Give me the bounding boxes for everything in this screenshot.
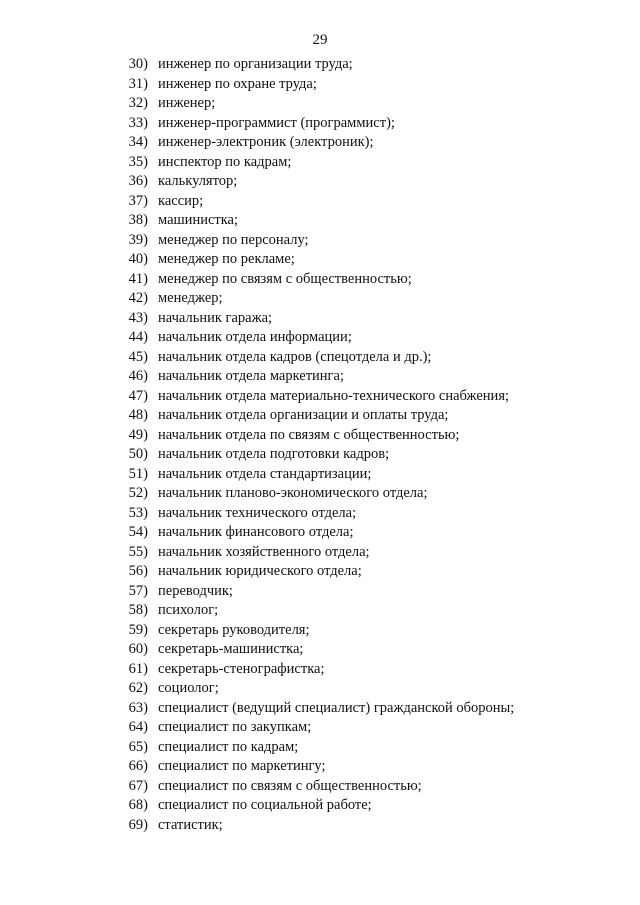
list-item-number: 52) (128, 485, 148, 501)
list-item-number: 63) (128, 699, 148, 716)
list-item-text: начальник хозяйственного отдела; (158, 543, 370, 560)
list-item-number: 57) (128, 582, 148, 599)
list-item-number: 67) (128, 777, 148, 794)
list-item (0, 445, 640, 465)
list-item-number: 62) (128, 680, 148, 696)
list-item-text: инженер по охране труда; (158, 75, 317, 92)
list-item-number: 69) (128, 816, 148, 833)
list-item-number: 31) (128, 75, 148, 92)
list-item-number: 32) (128, 95, 148, 111)
list-item (0, 660, 640, 680)
list-item (0, 757, 640, 777)
list-item-text: начальник отдела кадров (спецотдела и др.); (158, 348, 432, 365)
list-item-number: 51) (128, 465, 148, 482)
list-item-text: секретарь-стенографистка; (158, 660, 325, 677)
list-item (0, 621, 640, 641)
list-item-text: социолог; (158, 680, 219, 696)
position-list (0, 55, 640, 835)
list-item (0, 250, 640, 270)
list-item (0, 192, 640, 212)
list-item (0, 328, 640, 348)
list-item-number: 39) (128, 231, 148, 248)
list-item-number: 37) (128, 192, 148, 209)
list-item-number: 45) (128, 348, 148, 365)
list-item-number: 44) (128, 329, 148, 345)
list-item-text: инженер-электроник (электроник); (158, 134, 374, 150)
list-item (0, 504, 640, 524)
list-item (0, 270, 640, 290)
list-item-number: 30) (128, 56, 148, 72)
page-number: 29 (312, 32, 328, 48)
list-item-number: 58) (128, 602, 148, 618)
list-item (0, 94, 640, 114)
list-item-text: специалист по кадрам; (158, 738, 299, 755)
list-item-number: 43) (128, 309, 148, 326)
list-item-text: начальник отдела стандартизации; (158, 465, 372, 482)
list-item (0, 211, 640, 231)
list-item (0, 582, 640, 602)
list-item (0, 289, 640, 309)
list-item-number: 55) (128, 543, 148, 560)
list-item-text: специалист (ведущий специалист) гражданской обороны; (158, 699, 515, 716)
list-item-text: машинистка; (158, 212, 239, 228)
list-item-text: кассир; (158, 192, 204, 209)
list-item (0, 55, 640, 75)
list-item (0, 640, 640, 660)
list-item (0, 679, 640, 699)
list-item-text: начальник отдела информации; (158, 329, 352, 345)
list-item-number: 42) (128, 290, 148, 306)
list-item (0, 114, 640, 134)
list-item (0, 231, 640, 251)
list-item-text: начальник технического отдела; (158, 504, 357, 521)
list-item-text: секретарь руководителя; (158, 621, 310, 638)
list-item-text: инженер-программист (программист); (158, 114, 395, 131)
list-item-number: 48) (128, 407, 148, 423)
list-item-number: 56) (128, 563, 148, 579)
list-item-number: 47) (128, 387, 148, 404)
list-item (0, 133, 640, 153)
list-item-text: специалист по закупкам; (158, 719, 312, 735)
list-item-text: начальник отдела подготовки кадров; (158, 446, 390, 462)
list-item-number: 46) (128, 368, 148, 384)
list-item-text: начальник финансового отдела; (158, 524, 354, 540)
list-item-number: 60) (128, 641, 148, 657)
list-item (0, 75, 640, 95)
list-item-number: 54) (128, 524, 148, 540)
list-item-number: 35) (128, 153, 148, 170)
list-item (0, 153, 640, 173)
list-item (0, 777, 640, 797)
list-item (0, 406, 640, 426)
list-item (0, 367, 640, 387)
list-item-text: начальник отдела организации и оплаты труда; (158, 407, 449, 423)
list-item (0, 465, 640, 485)
list-item-text: статистик; (158, 816, 223, 833)
list-item (0, 172, 640, 192)
list-item-number: 38) (128, 212, 148, 228)
list-item-text: инженер; (158, 95, 216, 111)
list-item-number: 64) (128, 719, 148, 735)
list-item-text: специалист по связям с общественностью; (158, 777, 422, 794)
list-item-text: калькулятор; (158, 173, 238, 189)
list-item-text: специалист по социальной работе; (158, 797, 372, 813)
list-item-number: 33) (128, 114, 148, 131)
list-item-number: 68) (128, 797, 148, 813)
list-item-text: инженер по организации труда; (158, 56, 353, 72)
list-item (0, 387, 640, 407)
list-item-text: переводчик; (158, 582, 233, 599)
list-item-text: начальник отдела материально-технического снабжения; (158, 387, 510, 404)
list-item-text: специалист по маркетингу; (158, 758, 326, 774)
list-item-text: менеджер по персоналу; (158, 231, 309, 248)
list-item-text: начальник отдела по связям с общественностью; (158, 426, 460, 443)
list-item (0, 562, 640, 582)
list-item-number: 59) (128, 621, 148, 638)
list-item-text: начальник юридического отдела; (158, 563, 362, 579)
list-item (0, 816, 640, 836)
list-item-number: 53) (128, 504, 148, 521)
list-item-number: 61) (128, 660, 148, 677)
list-item-text: начальник отдела маркетинга; (158, 368, 344, 384)
list-item-text: секретарь-машинистка; (158, 641, 304, 657)
list-item (0, 309, 640, 329)
list-item-number: 36) (128, 173, 148, 189)
list-item-text: психолог; (158, 602, 219, 618)
list-item-number: 40) (128, 251, 148, 267)
list-item-number: 65) (128, 738, 148, 755)
list-item (0, 523, 640, 543)
list-item-text: начальник гаража; (158, 309, 273, 326)
list-item (0, 718, 640, 738)
list-item (0, 699, 640, 719)
list-item-number: 41) (128, 270, 148, 287)
list-item-text: менеджер по рекламе; (158, 251, 295, 267)
list-item-number: 66) (128, 758, 148, 774)
list-item (0, 426, 640, 446)
list-item (0, 484, 640, 504)
list-item-number: 34) (128, 134, 148, 150)
list-item-text: инспектор по кадрам; (158, 153, 292, 170)
list-item-text: начальник планово-экономического отдела; (158, 485, 428, 501)
list-item (0, 601, 640, 621)
list-item (0, 348, 640, 368)
list-item-number: 49) (128, 426, 148, 443)
list-item (0, 543, 640, 563)
list-item-text: менеджер по связям с общественностью; (158, 270, 412, 287)
list-item-text: менеджер; (158, 290, 223, 306)
list-item (0, 738, 640, 758)
list-item (0, 796, 640, 816)
list-item-number: 50) (128, 446, 148, 462)
